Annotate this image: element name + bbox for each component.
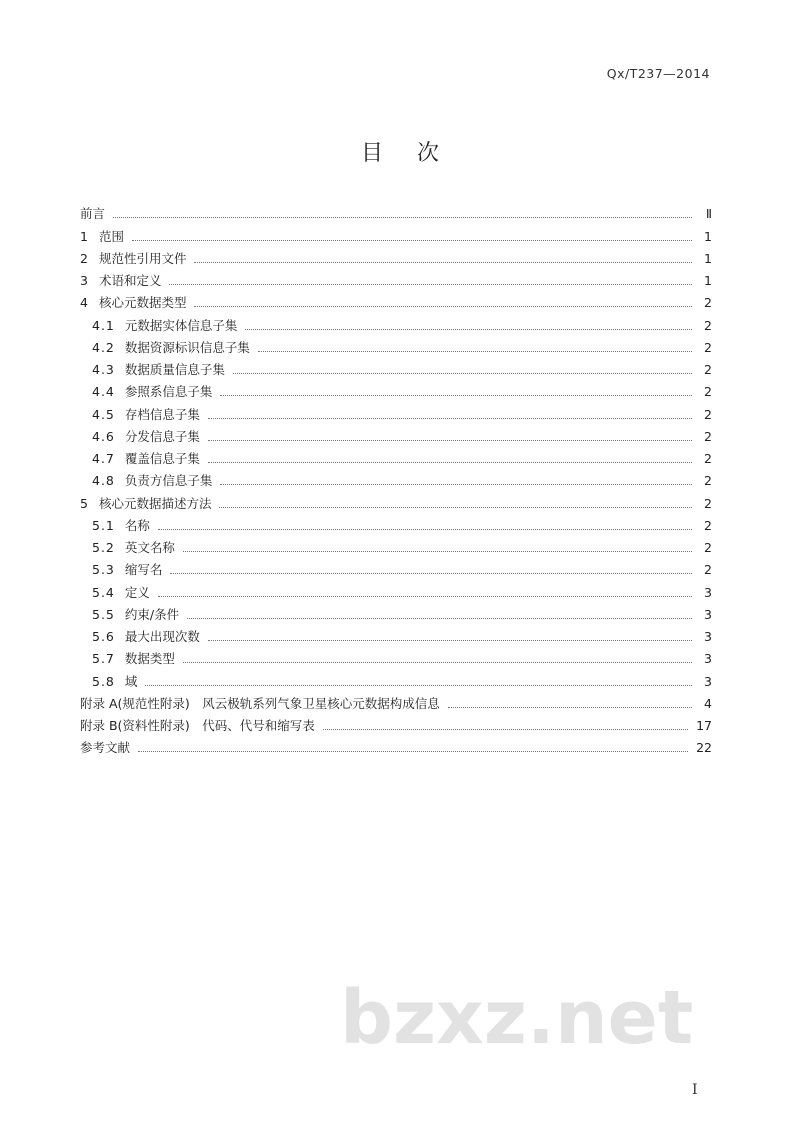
dot-leader <box>138 751 688 752</box>
toc-entry-page: 1 <box>704 250 712 266</box>
toc-entry[interactable] <box>80 200 712 222</box>
page-title: 目次 <box>360 141 473 166</box>
dot-leader <box>208 462 692 463</box>
toc-entry-page: 3 <box>704 584 712 600</box>
toc-entry-label: 英文名称 <box>124 540 175 555</box>
toc-entry-page: 2 <box>704 451 712 466</box>
toc-entry-number: 4.1 <box>92 317 115 333</box>
toc-entry-label: 数据质量信息子集 <box>124 362 225 377</box>
toc-entry-number: 5.4 <box>92 584 115 600</box>
toc-entry-label: 存档信息子集 <box>124 406 200 422</box>
toc-entry-number: 4.2 <box>92 339 115 355</box>
dot-leader <box>245 329 692 330</box>
dot-leader <box>323 729 688 730</box>
toc-entry-page: 22 <box>696 740 712 756</box>
dot-leader <box>219 507 692 508</box>
toc-entry-page: 3 <box>704 673 712 689</box>
toc-entry[interactable] <box>80 489 712 511</box>
toc-entry-page: 3 <box>704 629 712 644</box>
toc-entry[interactable] <box>80 734 712 756</box>
toc-entry-page: 2 <box>704 540 712 555</box>
toc-entry[interactable] <box>80 623 712 645</box>
toc-entry-number: 5.6 <box>92 629 115 644</box>
toc-entry-page: 2 <box>704 295 712 311</box>
toc-entry-page: Ⅱ <box>705 206 712 222</box>
toc-entry-number: 5.5 <box>92 606 115 622</box>
toc-entry[interactable] <box>80 311 712 333</box>
toc-entry-label: 术语和定义 <box>98 273 162 288</box>
toc-entry[interactable] <box>80 245 712 267</box>
dot-leader <box>194 306 692 307</box>
toc-entry[interactable] <box>80 400 712 422</box>
dot-leader <box>183 551 692 552</box>
toc-entry-number: 4.7 <box>92 451 115 466</box>
toc-entry-page: 2 <box>704 339 712 355</box>
toc-entry-page: 3 <box>704 606 712 622</box>
dot-leader <box>183 662 692 663</box>
toc-entry-number: 4.5 <box>92 406 115 422</box>
toc-entry-page: 1 <box>704 228 712 244</box>
toc-entry-label: 最大出现次数 <box>124 629 200 644</box>
toc-entry-label: 核心元数据描述方法 <box>98 495 212 511</box>
toc-entry-number: 4.6 <box>92 428 115 444</box>
dot-leader <box>208 418 692 419</box>
toc-entry[interactable] <box>80 512 712 534</box>
toc-entry[interactable] <box>80 445 712 467</box>
toc-entry[interactable] <box>80 423 712 445</box>
toc-entry[interactable] <box>80 645 712 667</box>
dot-leader <box>220 395 692 396</box>
toc-entry[interactable] <box>80 667 712 689</box>
toc-entry-number: 2 <box>80 250 89 266</box>
dot-leader <box>158 529 692 530</box>
dot-leader <box>448 707 692 708</box>
toc-entry-number: 5 <box>80 495 89 511</box>
dot-leader <box>220 484 692 485</box>
toc-entry[interactable] <box>80 601 712 623</box>
toc-entry[interactable] <box>80 578 712 600</box>
dot-leader <box>208 640 692 641</box>
dot-leader <box>169 284 692 285</box>
toc-entry-page: 2 <box>704 473 712 489</box>
toc-entry-label: 元数据实体信息子集 <box>124 317 238 333</box>
toc-entry-page: 2 <box>704 517 712 533</box>
toc-entry-page: 1 <box>704 273 712 288</box>
toc-entry[interactable] <box>80 690 712 712</box>
toc-entry-page: 3 <box>704 651 712 667</box>
toc-entry-number: 4 <box>80 295 89 311</box>
toc-entry-number: 4.3 <box>92 362 115 377</box>
toc-entry-label: 约束/条件 <box>124 606 180 622</box>
toc-entry-number: 5.7 <box>92 651 115 667</box>
toc-entry-page: 2 <box>704 562 712 578</box>
toc-entry-label: 缩写名 <box>124 562 163 578</box>
toc-entry-page: 4 <box>704 695 712 711</box>
toc-entry-label: 核心元数据类型 <box>98 295 187 311</box>
toc-entry[interactable] <box>80 289 712 311</box>
toc-entry-label: 附录 A(规范性附录) 风云极轨系列气象卫星核心元数据构成信息 <box>80 695 440 711</box>
dot-leader <box>132 240 692 241</box>
toc-entry-number: 5.8 <box>92 673 115 689</box>
dot-leader <box>194 262 692 263</box>
toc-entry[interactable] <box>80 222 712 244</box>
toc-entry-label: 分发信息子集 <box>124 428 200 444</box>
toc-entry-label: 参考文献 <box>80 740 131 756</box>
toc-entry-label: 域 <box>124 673 138 689</box>
toc-entry-label: 数据类型 <box>124 651 175 667</box>
toc-entry-page: 2 <box>704 406 712 422</box>
watermark: bzxz.net <box>340 975 694 1061</box>
toc-entry[interactable] <box>80 267 712 289</box>
toc-entry[interactable] <box>80 467 712 489</box>
page-number: I <box>692 1082 698 1098</box>
toc-entry-page: 2 <box>704 362 712 377</box>
toc-entry[interactable] <box>80 712 712 734</box>
standard-number: Qx/T237—2014 <box>606 66 710 81</box>
toc-entry-label: 负责方信息子集 <box>124 473 213 489</box>
toc-entry-number: 5.2 <box>92 540 115 555</box>
toc-entry-page: 17 <box>696 718 712 733</box>
toc-entry-label: 数据资源标识信息子集 <box>124 339 250 355</box>
toc-entry-page: 2 <box>704 384 712 400</box>
toc-entry-label: 名称 <box>124 517 150 533</box>
toc-entry[interactable] <box>80 534 712 556</box>
toc-entry-label: 参照系信息子集 <box>124 384 213 400</box>
toc-entry-label: 附录 B(资料性附录) 代码、代号和缩写表 <box>80 718 315 733</box>
dot-leader <box>187 618 692 619</box>
dot-leader <box>208 440 692 441</box>
toc-entry[interactable] <box>80 334 712 356</box>
toc-entry-label: 规范性引用文件 <box>98 250 187 266</box>
dot-leader <box>113 217 692 218</box>
toc-entry-label: 定义 <box>124 584 150 600</box>
toc-entry[interactable] <box>80 356 712 378</box>
toc-entry-page: 2 <box>704 317 712 333</box>
dot-leader <box>145 685 692 686</box>
toc-entry-number: 5.3 <box>92 562 115 578</box>
toc-entry-page: 2 <box>704 495 712 511</box>
toc-entry-page: 2 <box>704 428 712 444</box>
toc-entry-number: 1 <box>80 228 89 244</box>
toc-entry[interactable] <box>80 556 712 578</box>
toc-entry-label: 范围 <box>98 228 124 244</box>
toc-entry-label: 覆盖信息子集 <box>124 451 200 466</box>
dot-leader <box>258 351 692 352</box>
toc-entry-number: 4.8 <box>92 473 115 489</box>
dot-leader <box>170 573 692 574</box>
table-of-contents <box>80 200 712 756</box>
dot-leader <box>233 373 692 374</box>
toc-entry[interactable] <box>80 378 712 400</box>
toc-entry-label: 前言 <box>80 206 106 222</box>
toc-entry-number: 5.1 <box>92 517 115 533</box>
dot-leader <box>158 596 692 597</box>
toc-entry-number: 3 <box>80 273 89 288</box>
toc-entry-number: 4.4 <box>92 384 115 400</box>
